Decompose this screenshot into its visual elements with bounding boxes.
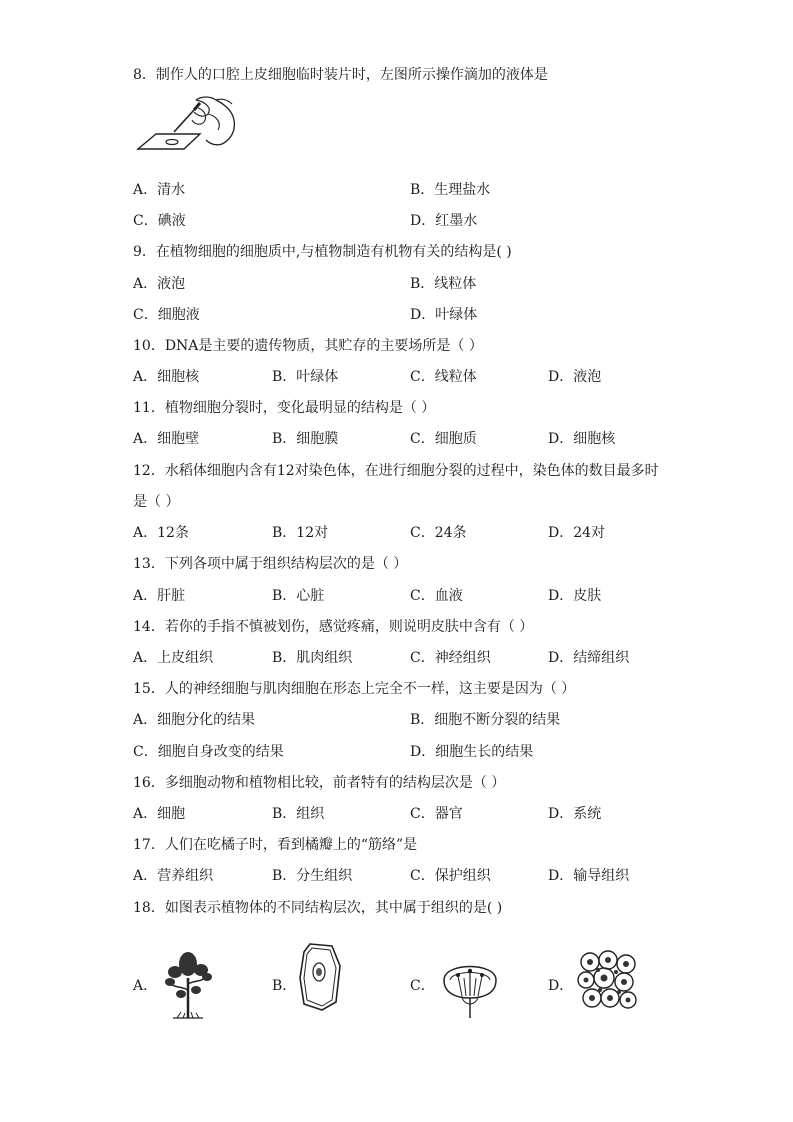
q15-option-c[interactable]: C．细胞自身改变的结果 <box>133 744 284 760</box>
q13-option-a[interactable]: A．肝脏 <box>133 588 186 604</box>
q16-option-c[interactable]: C．器官 <box>410 806 463 822</box>
q12-option-a[interactable]: A．12条 <box>133 525 189 541</box>
q8-option-c[interactable]: C．碘液 <box>133 213 186 229</box>
q10-option-d[interactable]: D．液泡 <box>548 369 602 385</box>
q17-option-c[interactable]: C．保护组织 <box>410 868 491 884</box>
flower-icon <box>440 956 500 1020</box>
q10-option-c[interactable]: C．线粒体 <box>410 369 477 385</box>
q10-option-b[interactable]: B．叶绿体 <box>272 369 339 385</box>
question-12-stem-line1: 12．水稻体细胞内含有12对染色体，在进行细胞分裂的过程中，染色体的数目最多时 <box>133 463 659 479</box>
q17-option-d[interactable]: D．输导组织 <box>548 868 630 884</box>
q18-option-b[interactable]: B． <box>272 978 297 994</box>
q9-option-c[interactable]: C．细胞液 <box>133 307 200 323</box>
q16-option-b[interactable]: B．组织 <box>272 806 325 822</box>
q17-option-b[interactable]: B．分生组织 <box>272 868 353 884</box>
plant-cell-icon <box>298 942 342 1012</box>
question-9-stem: 9．在植物细胞的细胞质中,与植物制造有机物有关的结构是( ) <box>133 244 512 260</box>
q18-option-a[interactable]: A． <box>133 978 158 994</box>
question-18-stem: 18．如图表示植物体的不同结构层次，其中属于组织的是( ) <box>133 900 503 916</box>
question-8-stem: 8．制作人的口腔上皮细胞临时装片时，左图所示操作滴加的液体是 <box>133 67 548 83</box>
q14-option-a[interactable]: A．上皮组织 <box>133 650 214 666</box>
q11-option-b[interactable]: B．细胞膜 <box>272 431 339 447</box>
q9-option-b[interactable]: B．线粒体 <box>410 276 477 292</box>
q14-option-c[interactable]: C．神经组织 <box>410 650 491 666</box>
question-10-stem: 10．DNA是主要的遗传物质，其贮存的主要场所是（ ） <box>133 338 483 354</box>
question-16-stem: 16．多细胞动物和植物相比较，前者特有的结构层次是（ ） <box>133 775 506 791</box>
q11-option-d[interactable]: D．细胞核 <box>548 431 616 447</box>
question-12-stem-line2: 是（ ） <box>133 494 180 510</box>
q11-option-c[interactable]: C．细胞质 <box>410 431 477 447</box>
question-14-stem: 14．若你的手指不慎被划伤，感觉疼痛，则说明皮肤中含有（ ） <box>133 619 534 635</box>
q15-option-b[interactable]: B．细胞不断分裂的结果 <box>410 712 561 728</box>
q16-option-a[interactable]: A．细胞 <box>133 806 186 822</box>
q12-option-d[interactable]: D．24对 <box>548 525 606 541</box>
q9-option-d[interactable]: D．叶绿体 <box>410 307 478 323</box>
q13-option-c[interactable]: C．血液 <box>410 588 463 604</box>
q9-option-a[interactable]: A．液泡 <box>133 276 186 292</box>
question-15-stem: 15．人的神经细胞与肌肉细胞在形态上完全不一样，这主要是因为（ ） <box>133 681 576 697</box>
q8-option-b[interactable]: B．生理盐水 <box>410 182 491 198</box>
question-13-stem: 13．下列各项中属于组织结构层次的是（ ） <box>133 556 408 572</box>
q12-option-c[interactable]: C．24条 <box>410 525 467 541</box>
cell-cluster-icon <box>576 950 640 1014</box>
plant-icon <box>163 950 213 1020</box>
q16-option-d[interactable]: D．系统 <box>548 806 602 822</box>
q15-option-d[interactable]: D．细胞生长的结果 <box>410 744 534 760</box>
q8-option-a[interactable]: A．清水 <box>133 182 186 198</box>
hand-dropper-slide-icon <box>136 94 240 152</box>
q15-option-a[interactable]: A．细胞分化的结果 <box>133 712 256 728</box>
q8-option-d[interactable]: D．红墨水 <box>410 213 478 229</box>
q13-option-b[interactable]: B．心脏 <box>272 588 325 604</box>
q11-option-a[interactable]: A．细胞壁 <box>133 431 200 447</box>
q12-option-b[interactable]: B．12对 <box>272 525 329 541</box>
q18-option-c[interactable]: C． <box>410 978 435 994</box>
q10-option-a[interactable]: A．细胞核 <box>133 369 200 385</box>
question-17-stem: 17．人们在吃橘子时，看到橘瓣上的“筋络”是 <box>133 837 418 853</box>
q17-option-a[interactable]: A．营养组织 <box>133 868 214 884</box>
q14-option-d[interactable]: D．结缔组织 <box>548 650 630 666</box>
question-11-stem: 11．植物细胞分裂时，变化最明显的结构是（ ） <box>133 400 436 416</box>
q13-option-d[interactable]: D．皮肤 <box>548 588 602 604</box>
q14-option-b[interactable]: B．肌肉组织 <box>272 650 353 666</box>
q18-option-d[interactable]: D． <box>548 978 574 994</box>
